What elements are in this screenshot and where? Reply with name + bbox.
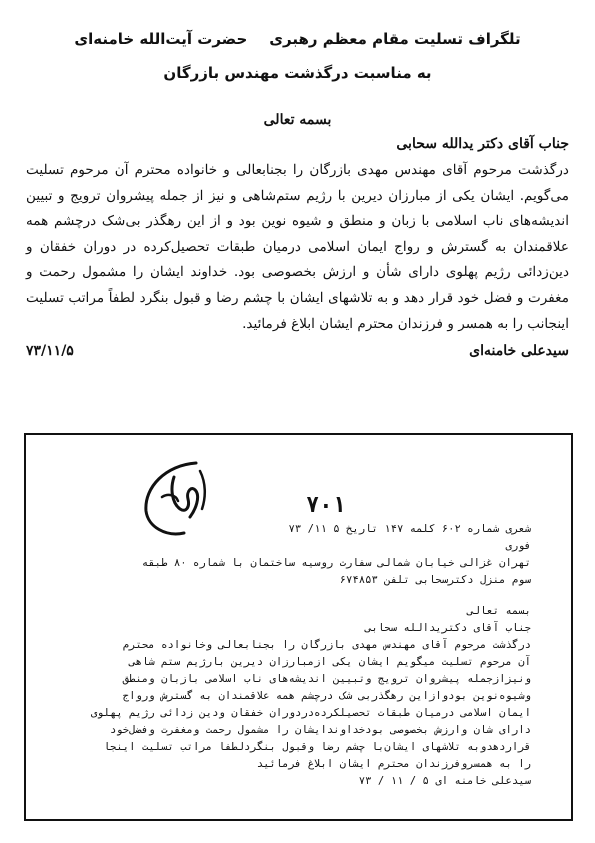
addressee: جناب آقای دکتر یدالله سحابی bbox=[396, 136, 569, 152]
telegram-body-line: دارای شان وارزش بخصوصی بودخداوندایشان را مشمول رحمت ومغفرت وفضل‌خود bbox=[110, 724, 531, 736]
telegram-header-line: تهران غزالی خیابان شمالی سفارت روسیه ساختمان با شماره ۸۰ طبقه bbox=[141, 557, 531, 569]
letter-paragraph: درگذشت مرحوم آقای مهندس مهدی بازرگان را بجنابعالی و خانواده محترم آن مرحوم تسلیت می‌گویم. ایشان یکی از مبارزان دیرین با رژیم ستم‌شاهی و نیز از جمله پیشروان ترویج و تبیین اندیشه‌های ناب اسلامی با زبان و منطق و شیوه نوین بود و از این رهگذر بی‌شک درچشم همه علاقمندان به گسترش و رواج ایمان اسلامی درمیان طبقات تحصیل‌کرده در دوران خفقان و دین‌زدائی رژیم پهلوی دارای شأن و ارزش بخصوصی بود. خداوند ایشان را مشمول رحمت و مغفرت و فضل خود قرار دهد و به تلاشهای ایشان با چشم رضا و قبول بنگرد لطفاً مراتب تسلیت اینجانب را به همسر و فرزندان محترم ایشان ابلاغ فرمائید. bbox=[26, 162, 569, 332]
letter-date: ۷۳/۱۱/۵ bbox=[26, 343, 74, 360]
telegram-body-line: جناب آقای دکتریدالله سحابی bbox=[365, 622, 531, 634]
telegram-body-line: ایمان اسلامی درمیان طبقات تحصیلکرده‌دردوران خفقان ودین زدائی رژیم پهلوی bbox=[90, 707, 531, 719]
header-title-main: تلگراف تسلیت مقام معظم رهبری bbox=[269, 30, 521, 48]
document-header bbox=[40, 22, 555, 90]
telegram-body-line: قراردهدوبه تلاشهای ایشان‌با چشم رضا وقبول بنگردلطفا مراتب تسلیت اینجا bbox=[103, 741, 531, 753]
telegram-body-line: درگذشت مرحوم آقای مهندس مهدی بازرگان را بجنابعالی وخانواده محترم bbox=[122, 639, 531, 651]
telegram-scan bbox=[24, 433, 573, 821]
telegram-header-line: شعری شماره ۶۰۲ کلمه ۱۴۷ تاریخ ۵ ۱۱/ ۷۳ bbox=[288, 523, 531, 535]
telegram-body-line: بسمه تعالی bbox=[467, 605, 531, 617]
telegram-body-line: را به همسروفرزندان محترم ایشان ابلاغ فرمائید bbox=[256, 758, 531, 770]
telegram-body-lines bbox=[62, 603, 531, 790]
telegram-header-line: فوری bbox=[505, 540, 531, 552]
telegram-ref-number: ۷۰۱ bbox=[306, 493, 346, 518]
header-subtitle: به مناسبت درگذشت مهندس بازرگان bbox=[163, 64, 432, 82]
header-title-honorific: حضرت آیت‌الله خامنه‌ای bbox=[74, 30, 248, 48]
telegram-body-line: آن مرحوم تسلیت میگویم ایشان یکی ازمبارزان دیرین بارژیم ستم شاهی bbox=[129, 656, 531, 668]
signature: سیدعلی خامنه‌ای bbox=[469, 343, 569, 360]
letter-body bbox=[26, 112, 569, 359]
basmala: بسمه تعالی bbox=[263, 112, 332, 128]
telegram-body-line: سیدعلی خامنه ای ۵ / ۱۱ / ۷۳ bbox=[358, 775, 531, 787]
signature-block bbox=[26, 343, 569, 359]
telegram-header-line: سوم منزل دکترسحابی تلفن ۶۷۴۸۵۳ bbox=[339, 574, 531, 586]
telegram-header-lines bbox=[62, 521, 531, 589]
telegram-body-line: ونیزازجمله پیشروان ترویج وتبیین اندیشه‌های ناب اسلامی بازبان ومنطق bbox=[122, 673, 531, 685]
telegram-body-line: وشیوه‌نوین بودوازاین رهگذربی شک درچشم همه علاقمندان به گسترش ورواج bbox=[122, 690, 531, 702]
